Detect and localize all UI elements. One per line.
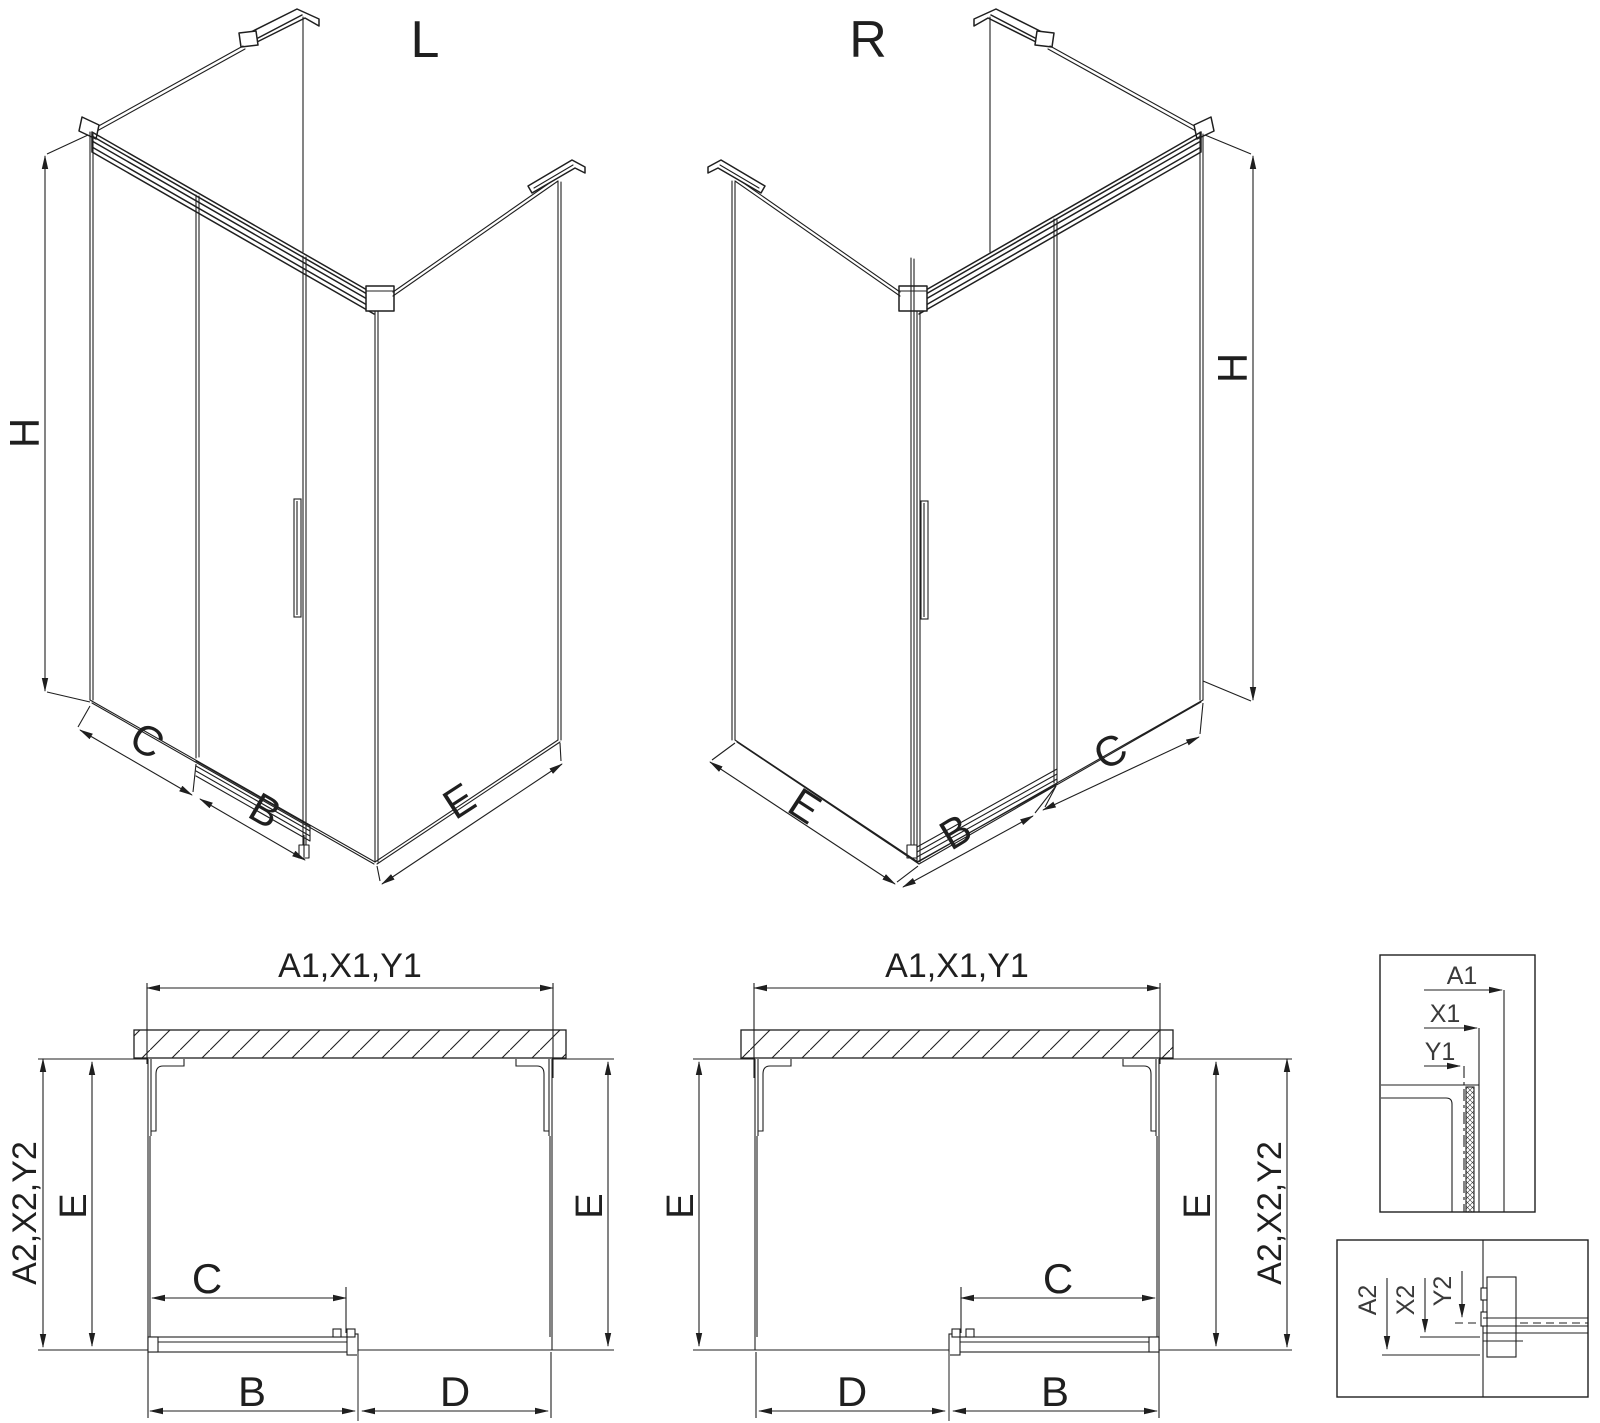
- dim-label-b-right: B: [931, 804, 980, 859]
- plan-left-dimensions: [6, 1059, 611, 1415]
- dim-label-x1-detail: X1: [1429, 1000, 1461, 1028]
- wall-hatch-left-plan: [134, 1030, 566, 1058]
- dim-label-c-plan-r: C: [1042, 1255, 1074, 1302]
- dim-label-x2-detail: X2: [1392, 1284, 1420, 1316]
- plan-right-door: [756, 1329, 1159, 1421]
- dim-label-y1-detail: Y1: [1424, 1038, 1456, 1066]
- dim-label-c-left: C: [122, 712, 173, 769]
- dim-label-e-left: E: [434, 773, 484, 829]
- view-title-right: R: [849, 11, 887, 69]
- dim-label-c-right: C: [1085, 723, 1135, 780]
- plan-view-left: [6, 947, 614, 1421]
- wall-hatch-right-plan: [741, 1030, 1173, 1058]
- plan-left-door: [148, 1329, 551, 1421]
- stabilizer-bar-right: [974, 9, 1198, 252]
- iso-view-right: [708, 9, 1256, 887]
- dim-label-e-right: E: [780, 778, 830, 834]
- dim-label-a2x2y2-plan-l: A2,X2,Y2: [6, 1141, 44, 1285]
- dim-label-e-right-plan-l: E: [569, 1193, 611, 1219]
- dimensions-iso-left: [1, 135, 562, 884]
- detail-box-a2: [1337, 1240, 1588, 1397]
- plan-left-walls: [38, 1059, 614, 1350]
- dim-label-d-plan-l: D: [439, 1368, 471, 1415]
- iso-view-left: [1, 9, 585, 884]
- door-handle-left: [294, 499, 301, 617]
- dim-label-y2-detail: Y2: [1429, 1275, 1457, 1307]
- view-title-left: L: [410, 11, 440, 69]
- dim-label-a2-detail: A2: [1354, 1284, 1382, 1316]
- door-handle-right: [921, 501, 928, 619]
- dim-label-c-plan-l: C: [191, 1255, 223, 1302]
- dim-label-b-plan-l: B: [237, 1368, 267, 1415]
- dim-label-a1-detail: A1: [1446, 962, 1478, 990]
- detail-box-a1: [1380, 955, 1535, 1212]
- plan-view-right: [660, 947, 1292, 1421]
- dimensions-iso-right: [710, 135, 1256, 887]
- glass-walls-right: [708, 117, 1214, 864]
- dim-label-e-left-plan-r: E: [660, 1193, 702, 1219]
- plan-right-dimensions: [660, 1059, 1289, 1415]
- dim-label-h-right: H: [1209, 352, 1256, 384]
- dim-label-a1x1y1-left: A1,X1,Y1: [278, 947, 422, 985]
- dim-label-e-right-plan-r: E: [1177, 1193, 1219, 1219]
- dim-label-d-plan-r: D: [836, 1368, 868, 1415]
- dim-label-b-left: B: [241, 783, 290, 838]
- stabilizer-bar-left: [95, 9, 319, 252]
- dim-label-a1x1y1-right: A1,X1,Y1: [885, 947, 1029, 985]
- dim-label-b-plan-r: B: [1040, 1368, 1070, 1415]
- dim-label-a2x2y2-plan-r: A2,X2,Y2: [1251, 1141, 1289, 1285]
- glass-section-detail: [1466, 1087, 1474, 1212]
- drawing-root: [1, 9, 1588, 1421]
- dim-label-e-left-plan-l: E: [53, 1193, 95, 1219]
- dim-label-h-left: H: [1, 417, 48, 449]
